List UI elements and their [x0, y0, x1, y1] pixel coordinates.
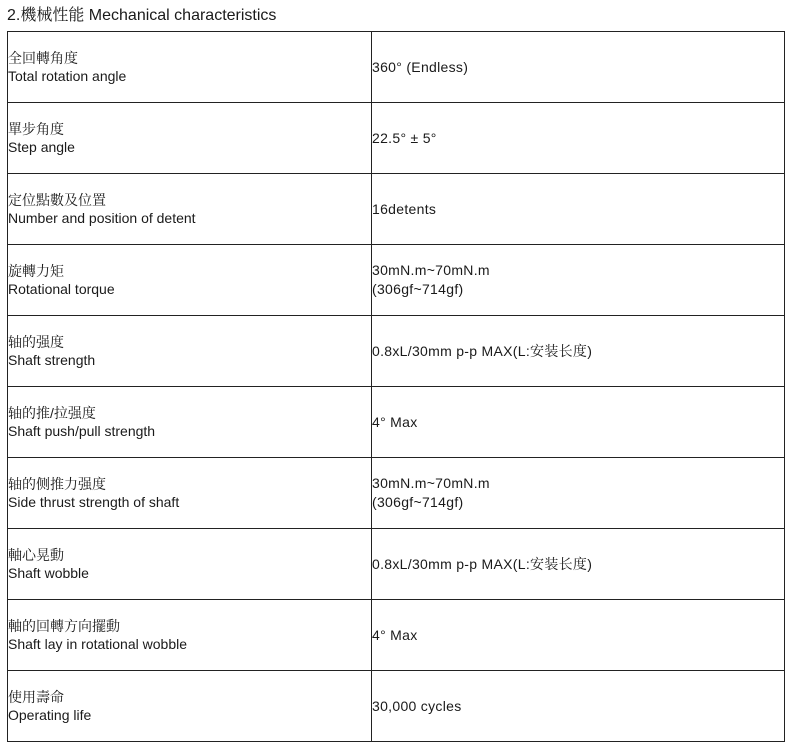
value-text: 30mN.m~70mN.m: [372, 262, 490, 278]
table-row: [8, 245, 785, 316]
value-cell: [372, 529, 785, 600]
parameter-name-zh: 旋轉力矩: [8, 263, 64, 279]
parameter-cell: [8, 245, 372, 316]
parameter-cell: [8, 458, 372, 529]
value-cell: [372, 174, 785, 245]
table-row: [8, 600, 785, 671]
parameter-name-zh: 使用壽命: [8, 689, 64, 705]
parameter-name-en: Number and position of detent: [8, 210, 196, 226]
table-row: [8, 387, 785, 458]
parameter-cell: [8, 529, 372, 600]
parameter-name-en: Side thrust strength of shaft: [8, 494, 180, 510]
value-text-secondary: (306gf~714gf): [372, 494, 464, 510]
value-text-secondary: (306gf~714gf): [372, 281, 464, 297]
value-text: 16detents: [372, 200, 437, 217]
parameter-name-zh: 軸的回轉方向擺動: [8, 618, 120, 634]
parameter-name-en: Operating life: [8, 707, 92, 723]
parameter-name-en: Shaft lay in rotational wobble: [8, 636, 187, 652]
value-cell: [372, 316, 785, 387]
parameter-name-en: Rotational torque: [8, 281, 115, 297]
parameter-name-zh: 單步角度: [8, 121, 64, 137]
parameter-name-en: Shaft push/pull strength: [8, 423, 156, 439]
parameter-cell: [8, 671, 372, 742]
value-cell: [372, 600, 785, 671]
value-text: 30,000 cycles: [372, 697, 462, 714]
value-text: 22.5° ± 5°: [372, 129, 437, 146]
value-text: 0.8xL/30mm p-p MAX(L:安装长度): [372, 342, 593, 359]
parameter-name-zh: 轴的强度: [8, 334, 64, 350]
value-cell: [372, 387, 785, 458]
value-cell: [372, 32, 785, 103]
parameter-name-zh: 全回轉角度: [8, 50, 78, 66]
value-text: 4° Max: [372, 413, 418, 430]
value-text: 0.8xL/30mm p-p MAX(L:安装长度): [372, 555, 593, 572]
table-row: [8, 174, 785, 245]
parameter-name-zh: 定位點數及位置: [8, 192, 106, 208]
parameter-name-en: Total rotation angle: [8, 68, 127, 84]
parameter-name-zh: 轴的推/拉强度: [8, 405, 96, 421]
table-row: [8, 671, 785, 742]
table-row: [8, 458, 785, 529]
parameter-cell: [8, 32, 372, 103]
value-text: 4° Max: [372, 626, 418, 643]
parameter-name-en: Shaft wobble: [8, 565, 89, 581]
parameter-cell: [8, 387, 372, 458]
value-cell: [372, 458, 785, 529]
parameter-cell: [8, 174, 372, 245]
section-title: 2.機械性能 Mechanical characteristics: [7, 7, 277, 24]
table-row: [8, 529, 785, 600]
table-row: [8, 103, 785, 174]
value-cell: [372, 245, 785, 316]
mechanical-characteristics-table: [7, 31, 785, 742]
table-row: [8, 32, 785, 103]
value-cell: [372, 103, 785, 174]
parameter-name-zh: 轴的侧推力强度: [8, 476, 106, 492]
parameter-cell: [8, 316, 372, 387]
value-cell: [372, 671, 785, 742]
table-row: [8, 316, 785, 387]
parameter-name-zh: 軸心晃動: [8, 547, 64, 563]
parameter-cell: [8, 600, 372, 671]
parameter-cell: [8, 103, 372, 174]
parameter-name-en: Step angle: [8, 139, 75, 155]
value-text: 360° (Endless): [372, 58, 469, 75]
value-text: 30mN.m~70mN.m: [372, 475, 490, 491]
parameter-name-en: Shaft strength: [8, 352, 96, 368]
